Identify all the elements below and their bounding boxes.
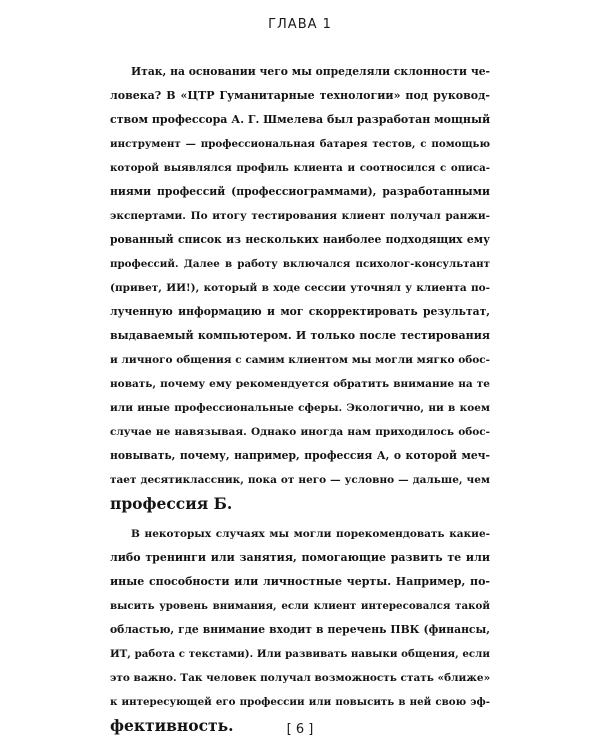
text-line: ниями профессий (профессиограммами), разработанными xyxy=(110,185,490,198)
text-line: новать, почему ему рекомендуется обратить внимание на те xyxy=(110,378,490,390)
text-line: новывать, почему, например, профессия А, о которой меч- xyxy=(110,449,490,462)
text-line: ловека? В «ЦТР Гуманитарные технологии» под руковод- xyxy=(110,89,490,102)
text-line: высить уровень внимания, если клиент интересовался такой xyxy=(110,600,490,612)
text-line: В некоторых случаях мы могли порекомендовать какие- xyxy=(131,528,490,540)
text-line: которой выявлялся профиль клиента и соотносился с описа- xyxy=(110,162,490,174)
text-line: инструмент — профессиональная батарея тестов, с помощью xyxy=(110,138,490,150)
text-line: фективность. xyxy=(110,716,234,735)
chapter-running-head: ГЛАВА 1 xyxy=(268,17,332,32)
text-line: профессий. Далее в работу включался психолог-консультант xyxy=(110,258,490,270)
text-line: или иные профессиональные сферы. Экологично, ни в коем xyxy=(110,402,490,414)
text-line: ством профессора А. Г. Шмелева был разработан мощный xyxy=(110,113,491,126)
text-line: тает десятиклассник, пока от него — условно — дальше, чем xyxy=(110,474,490,486)
text-line: к интересующей его профессии или повысить в ней свою эф- xyxy=(110,696,490,708)
text-line: рованный список из нескольких наиболее подходящих ему xyxy=(110,233,490,246)
text-line: это важно. Так человек получал возможность стать «ближе» xyxy=(110,672,491,684)
text-line: случае не навязывая. Однако иногда нам приходилось обос- xyxy=(110,426,490,438)
text-line: (привет, ИИ!), который в ходе сессии уточнял у клиента по- xyxy=(110,282,490,294)
text-line: иные способности или личностные черты. Например, по- xyxy=(110,575,490,588)
text-line: областью, где внимание входит в перечень ПВК (финансы, xyxy=(110,623,490,636)
page-number: [ 6 ] xyxy=(286,722,314,737)
text-line: лученную информацию и мог скорректировать результат, xyxy=(110,305,490,318)
text-line: либо тренинги или занятия, помогающие развить те или xyxy=(110,551,490,564)
text-line: ИТ, работа с текстами). Или развивать навыки общения, если xyxy=(110,648,490,660)
text-line: Итак, на основании чего мы определяли склонности че- xyxy=(131,65,490,78)
text-line: и личного общения с самим клиентом мы могли мягко обос- xyxy=(110,354,490,366)
text-line: экспертами. По итогу тестирования клиент получал ранжи- xyxy=(110,210,490,222)
text-line: выдаваемый компьютером. И только после тестирования xyxy=(110,329,490,342)
text-line: профессия Б. xyxy=(110,494,233,513)
